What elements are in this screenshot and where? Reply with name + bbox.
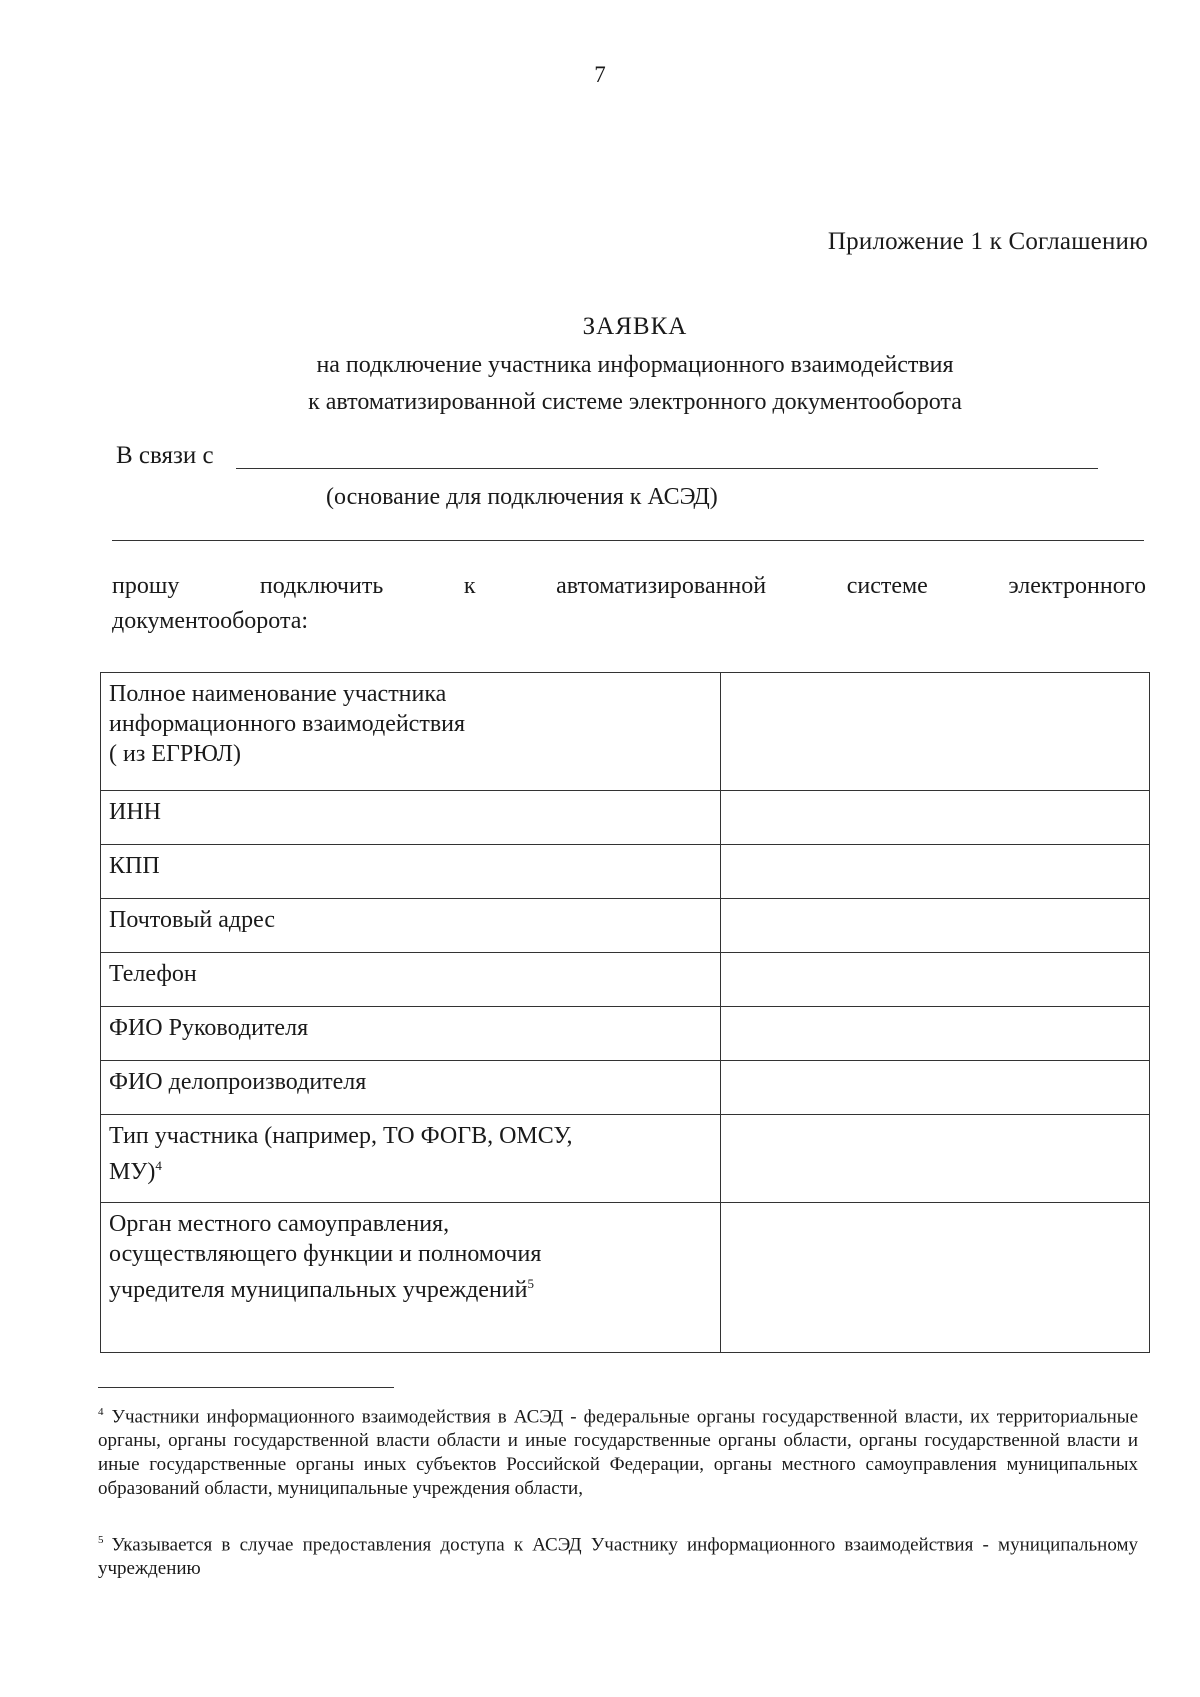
request-word: электронного bbox=[1008, 573, 1146, 599]
basis-note: (основание для подключения к АСЭД) bbox=[326, 484, 718, 510]
footnote-ref-5: 5 bbox=[527, 1276, 534, 1291]
form-label-full-name bbox=[101, 673, 721, 791]
form-row-clerk-name bbox=[101, 1061, 1150, 1115]
label-line: ИНН bbox=[109, 799, 161, 825]
form-label-head-name bbox=[101, 1007, 721, 1061]
basis-fill-line-2 bbox=[112, 540, 1144, 541]
label-line: информационного взаимодействия bbox=[109, 711, 466, 737]
request-text-line-2: документооборота: bbox=[112, 608, 309, 634]
form-row-postal-address bbox=[101, 899, 1150, 953]
request-word: к bbox=[463, 573, 476, 599]
label-line: Телефон bbox=[109, 961, 197, 987]
form-row-full-name bbox=[101, 673, 1150, 791]
form-value-phone[interactable] bbox=[720, 953, 1149, 1007]
form-value-clerk-name[interactable] bbox=[720, 1061, 1149, 1115]
form-label-inn bbox=[101, 791, 721, 845]
form-value-participant-type[interactable] bbox=[720, 1115, 1149, 1203]
label-line: Почтовый адрес bbox=[109, 907, 276, 933]
page-number: 7 bbox=[594, 62, 606, 87]
label-line: ( из ЕГРЮЛ) bbox=[109, 741, 241, 767]
application-form-table bbox=[100, 672, 1150, 1353]
form-value-kpp[interactable] bbox=[720, 845, 1149, 899]
label-line: ФИО делопроизводителя bbox=[109, 1069, 367, 1095]
form-value-postal-address[interactable] bbox=[720, 899, 1149, 953]
footnote-text: Участники информационного взаимодействия в АСЭД - федеральные органы государственной власти, их территориальные органы, органы государственной власти области и иные государственные органы области, органы государственной власти и иные государственные органы иных субъектов Российской Федерации, органы местного самоуправления муниципальных образований области, муниципальные учреждения области, bbox=[98, 1406, 1138, 1500]
footnote-5 bbox=[98, 1528, 1138, 1581]
form-label-participant-type bbox=[101, 1115, 721, 1203]
form-row-inn bbox=[101, 791, 1150, 845]
label-line: осуществляющего функции и полномочия bbox=[109, 1241, 542, 1267]
document-title: ЗАЯВКА bbox=[582, 313, 688, 340]
basis-fill-line bbox=[236, 468, 1098, 469]
form-row-phone bbox=[101, 953, 1150, 1007]
request-word: системе bbox=[846, 573, 928, 599]
footnote-text: Указывается в случае предоставления доступа к АСЭД Участнику информационного взаимодействия - муниципальному учреждению bbox=[98, 1534, 1138, 1580]
label-line bbox=[109, 1269, 712, 1305]
subtitle-line-1: на подключение участника информационного взаимодействия bbox=[316, 352, 954, 378]
form-value-head-name[interactable] bbox=[720, 1007, 1149, 1061]
form-label-kpp bbox=[101, 845, 721, 899]
form-label-clerk-name bbox=[101, 1061, 721, 1115]
label-line: Тип участника (например, ТО ФОГВ, ОМСУ, bbox=[109, 1123, 573, 1149]
form-value-local-government[interactable] bbox=[720, 1203, 1149, 1353]
label-line: Полное наименование участника bbox=[109, 681, 447, 707]
form-row-participant-type bbox=[101, 1115, 1150, 1203]
label-line-text: учредителя муниципальных учреждений bbox=[109, 1277, 528, 1303]
footnote-mark: 4 bbox=[98, 1406, 104, 1418]
appendix-label: Приложение 1 к Соглашению bbox=[827, 228, 1148, 255]
label-line: Орган местного самоуправления, bbox=[109, 1211, 450, 1237]
form-row-local-government bbox=[101, 1203, 1150, 1353]
form-label-local-government bbox=[101, 1203, 721, 1353]
request-word: автоматизированной bbox=[556, 573, 767, 599]
label-line-text: МУ) bbox=[109, 1159, 156, 1185]
footnote-4 bbox=[98, 1400, 1138, 1501]
form-value-full-name[interactable] bbox=[720, 673, 1149, 791]
form-label-postal-address bbox=[101, 899, 721, 953]
form-label-phone bbox=[101, 953, 721, 1007]
request-text-line-1 bbox=[112, 573, 1146, 600]
form-row-kpp bbox=[101, 845, 1150, 899]
request-word: подключить bbox=[259, 573, 384, 599]
footnote-mark: 5 bbox=[98, 1534, 104, 1546]
form-value-inn[interactable] bbox=[720, 791, 1149, 845]
footnote-ref-4: 4 bbox=[155, 1158, 162, 1173]
subtitle-line-2: к автоматизированной системе электронного документооборота bbox=[308, 389, 962, 415]
label-line bbox=[109, 1151, 712, 1187]
form-row-head-name bbox=[101, 1007, 1150, 1061]
label-line: КПП bbox=[109, 853, 160, 879]
in-connection-label: В связи с bbox=[116, 442, 214, 469]
request-word: прошу bbox=[112, 573, 180, 599]
label-line: ФИО Руководителя bbox=[109, 1015, 309, 1041]
footnote-separator bbox=[98, 1387, 394, 1388]
